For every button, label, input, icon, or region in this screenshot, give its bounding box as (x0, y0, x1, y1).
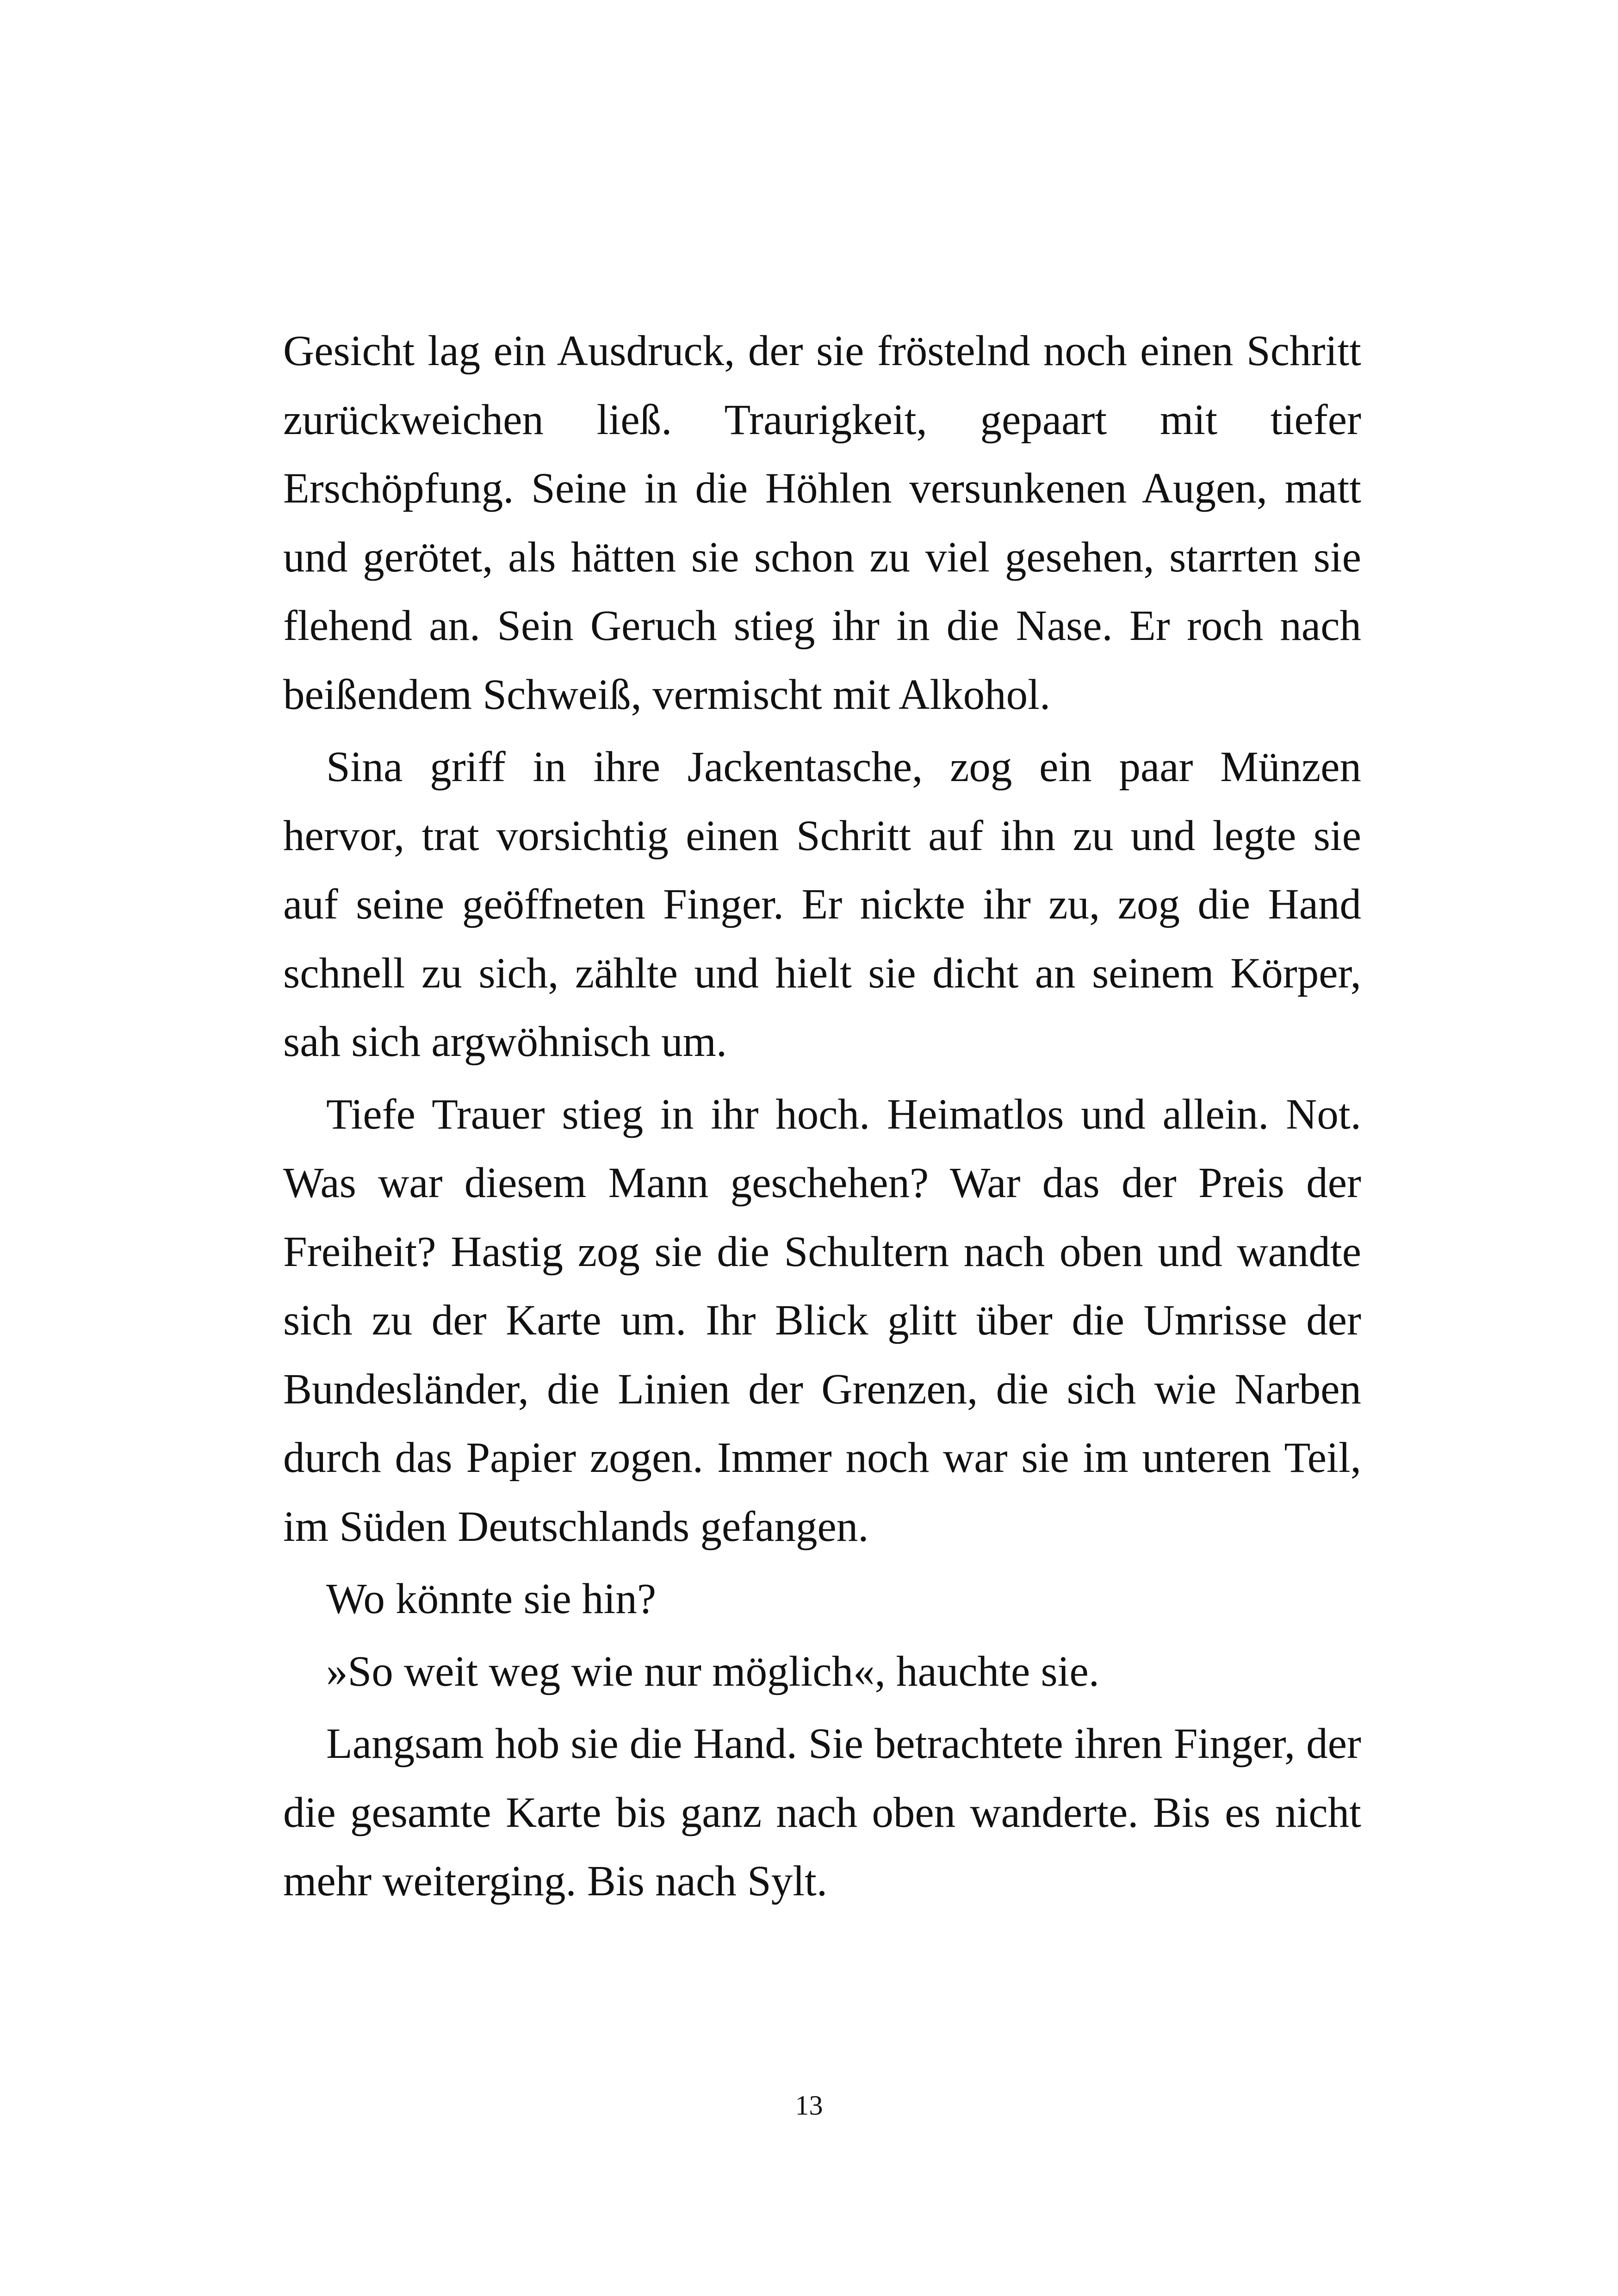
paragraph: »So weit weg wie nur möglich«, hauchte sie. (326, 1647, 1100, 1695)
body-text (283, 317, 1361, 1916)
paragraph: Tiefe Trauer stieg in ihr hoch. Heimatlos und allein. Not. Was war diesem Mann geschehen? War das der Preis der Freiheit? Hastig zog sie die Schultern nach oben und wandte sich zu der Karte um. Ihr Blick glitt über die Umrisse der Bundesländer, die Linien der Grenzen, die sich wie Narben durch das Papier zogen. Immer noch war sie im unteren Teil, im Süden Deutschlands gefangen. (283, 1090, 1361, 1551)
paragraph: Sina griff in ihre Jackentasche, zog ein paar Münzen hervor, trat vorsichtig einen Schritt auf ihn zu und legte sie auf seine geöffneten Finger. Er nickte ihr zu, zog die Hand schnell zu sich, zählte und hielt sie dicht an seinem Körper, sah sich argwöhnisch um. (283, 743, 1361, 1066)
paragraph: Wo könnte sie hin? (326, 1575, 657, 1623)
paragraph: Gesicht lag ein Ausdruck, der sie fröstelnd noch einen Schritt zurückweichen ließ. Traurigkeit, gepaart mit tiefer Erschöpfung. Seine in die Höhlen versunkenen Augen, matt und gerötet, als hätten sie schon zu viel gesehen, starrten sie flehend an. Sein Geruch stieg ihr in die Nase. Er roch nach beißendem Schweiß, vermischt mit Alkohol. (283, 327, 1361, 719)
paragraph: Langsam hob sie die Hand. Sie betrachtete ihren Finger, der die gesamte Karte bis ganz nach oben wanderte. Bis es nicht mehr weiterging. Bis nach Sylt. (283, 1720, 1361, 1905)
page-number: 13 (795, 2090, 823, 2121)
